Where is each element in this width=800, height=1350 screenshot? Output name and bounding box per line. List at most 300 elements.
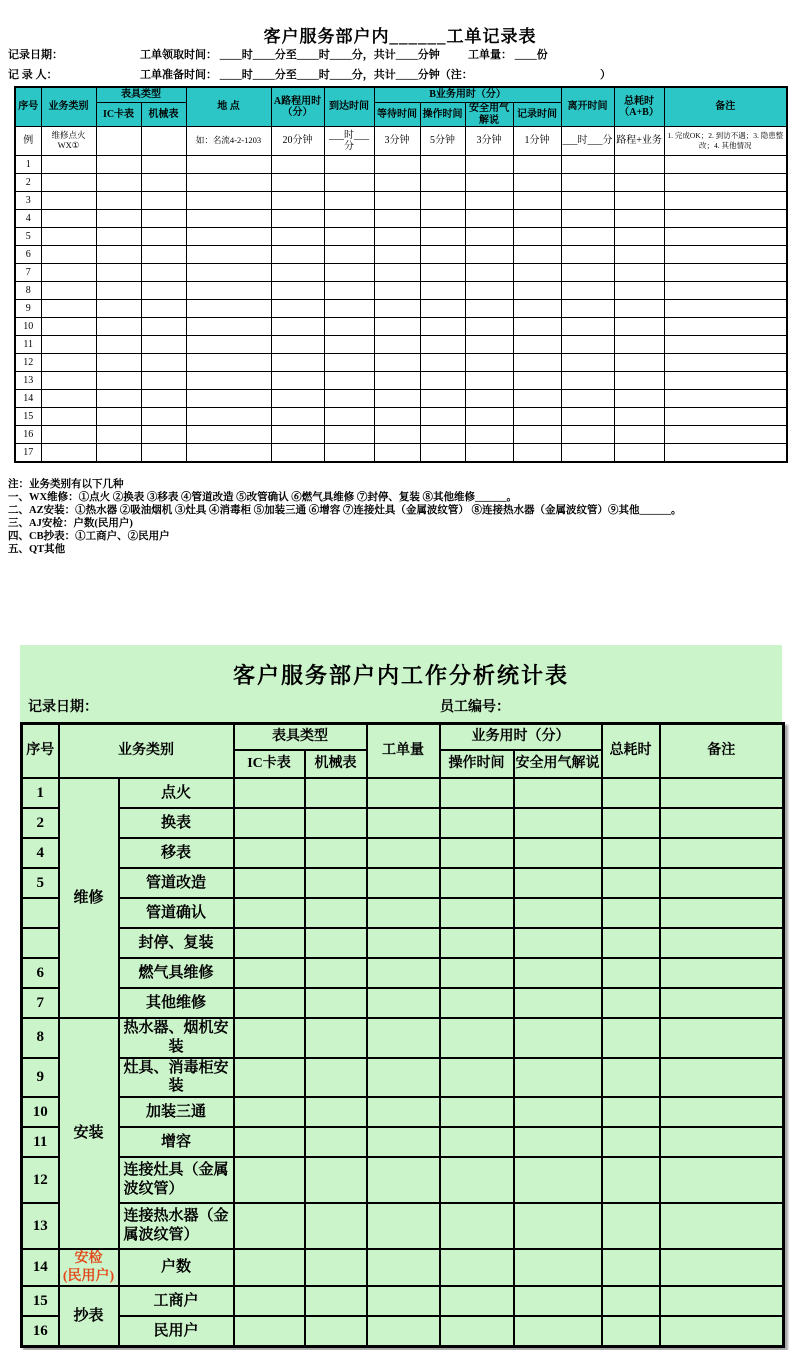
- record-empty-row: [15, 228, 787, 246]
- empty-cell: [96, 390, 141, 408]
- empty-cell: [374, 264, 420, 282]
- empty-cell: [614, 336, 664, 354]
- header-location: 地 点: [186, 87, 271, 127]
- category-group-cell: 抄表: [59, 1286, 119, 1347]
- empty-cell: [660, 838, 784, 868]
- record-empty-row: [15, 336, 787, 354]
- empty-cell: [186, 390, 271, 408]
- empty-cell: [664, 372, 787, 390]
- empty-cell: [234, 1127, 305, 1157]
- record-empty-row: [15, 390, 787, 408]
- empty-cell: [514, 988, 602, 1018]
- empty-cell: [513, 336, 561, 354]
- empty-cell: [324, 210, 374, 228]
- stats-header-row-1: [22, 724, 784, 751]
- empty-cell: [440, 868, 514, 898]
- empty-cell: [513, 390, 561, 408]
- business-item-cell: 户数: [119, 1249, 234, 1286]
- empty-cell: [664, 246, 787, 264]
- empty-cell: [561, 444, 614, 463]
- example-a-route: 20分钟: [271, 127, 324, 156]
- empty-cell: [602, 1127, 660, 1157]
- empty-cell: [514, 1286, 602, 1316]
- empty-cell: [420, 264, 465, 282]
- empty-cell: [514, 868, 602, 898]
- record-empty-row: [15, 354, 787, 372]
- header-wait-time: 等待时间: [374, 103, 420, 127]
- stats-row: [22, 1157, 784, 1203]
- empty-cell: [440, 988, 514, 1018]
- empty-cell: [367, 808, 440, 838]
- empty-cell: [305, 1127, 367, 1157]
- empty-cell: [374, 336, 420, 354]
- empty-cell: [561, 354, 614, 372]
- empty-cell: [305, 898, 367, 928]
- empty-cell: [96, 264, 141, 282]
- header-category: 业务类别: [41, 87, 96, 127]
- empty-cell: [305, 1018, 367, 1058]
- empty-cell: [41, 336, 96, 354]
- business-item-cell: 燃气具维修: [119, 958, 234, 988]
- empty-cell: [374, 426, 420, 444]
- row-number-cell: 2: [15, 174, 41, 192]
- empty-cell: [96, 300, 141, 318]
- row-number-cell: 15: [22, 1286, 59, 1316]
- category-group-cell: 安装: [59, 1018, 119, 1249]
- empty-cell: [660, 1316, 784, 1347]
- empty-cell: [440, 778, 514, 808]
- empty-cell: [367, 1316, 440, 1347]
- empty-cell: [305, 808, 367, 838]
- empty-cell: [514, 898, 602, 928]
- empty-cell: [660, 1018, 784, 1058]
- empty-cell: [374, 228, 420, 246]
- empty-cell: [440, 1203, 514, 1249]
- empty-cell: [234, 988, 305, 1018]
- empty-cell: [324, 282, 374, 300]
- record-empty-row: [15, 300, 787, 318]
- empty-cell: [374, 192, 420, 210]
- empty-cell: [420, 300, 465, 318]
- row-number-cell: 3: [15, 192, 41, 210]
- record-date-label: 记录日期：: [8, 49, 63, 61]
- empty-cell: [465, 210, 513, 228]
- stats-row: [22, 778, 784, 808]
- empty-cell: [271, 264, 324, 282]
- empty-cell: [305, 1286, 367, 1316]
- empty-cell: [324, 174, 374, 192]
- record-empty-row: [15, 246, 787, 264]
- stats-row: [22, 958, 784, 988]
- empty-cell: [41, 192, 96, 210]
- empty-cell: [271, 174, 324, 192]
- empty-cell: [420, 390, 465, 408]
- empty-cell: [96, 444, 141, 463]
- empty-cell: [561, 192, 614, 210]
- empty-cell: [141, 210, 186, 228]
- empty-cell: [513, 174, 561, 192]
- empty-cell: [41, 210, 96, 228]
- empty-cell: [324, 372, 374, 390]
- empty-cell: [374, 300, 420, 318]
- record-empty-row: [15, 192, 787, 210]
- empty-cell: [271, 318, 324, 336]
- empty-cell: [374, 390, 420, 408]
- empty-cell: [96, 426, 141, 444]
- record-empty-row: [15, 444, 787, 463]
- empty-cell: [367, 868, 440, 898]
- example-wait: 3分钟: [374, 127, 420, 156]
- row-number-cell: 15: [15, 408, 41, 426]
- empty-cell: [141, 354, 186, 372]
- empty-cell: [96, 228, 141, 246]
- empty-cell: [614, 210, 664, 228]
- empty-cell: [141, 246, 186, 264]
- empty-cell: [420, 210, 465, 228]
- note-line: 一、WX维修：①点火 ②换表 ③移表 ④管道改造 ⑤改管确认 ⑥燃气具维修 ⑦封停、复装 ⑧其他维修______。: [8, 492, 517, 503]
- empty-cell: [271, 336, 324, 354]
- empty-cell: [513, 210, 561, 228]
- empty-cell: [561, 318, 614, 336]
- example-safety: 3分钟: [465, 127, 513, 156]
- empty-cell: [614, 192, 664, 210]
- empty-cell: [96, 127, 141, 156]
- header-operate-time: 操作时间: [440, 750, 514, 778]
- empty-cell: [367, 838, 440, 868]
- business-item-cell: 灶具、消毒柜安装: [119, 1058, 234, 1098]
- empty-cell: [513, 192, 561, 210]
- empty-cell: [514, 1127, 602, 1157]
- empty-cell: [440, 1316, 514, 1347]
- empty-cell: [614, 444, 664, 463]
- empty-cell: [561, 210, 614, 228]
- empty-cell: [141, 192, 186, 210]
- empty-cell: [367, 1058, 440, 1098]
- row-number-cell: 1: [22, 778, 59, 808]
- empty-cell: [41, 228, 96, 246]
- empty-cell: [465, 426, 513, 444]
- empty-cell: [367, 1018, 440, 1058]
- empty-cell: [513, 300, 561, 318]
- empty-cell: [440, 958, 514, 988]
- empty-cell: [614, 174, 664, 192]
- empty-cell: [465, 390, 513, 408]
- record-empty-row: [15, 426, 787, 444]
- empty-cell: [305, 1097, 367, 1127]
- empty-cell: [664, 228, 787, 246]
- empty-cell: [514, 958, 602, 988]
- empty-cell: [141, 156, 186, 174]
- empty-cell: [374, 246, 420, 264]
- empty-cell: [367, 1157, 440, 1203]
- empty-cell: [465, 246, 513, 264]
- empty-cell: [271, 408, 324, 426]
- empty-cell: [324, 354, 374, 372]
- empty-cell: [271, 300, 324, 318]
- empty-cell: [614, 300, 664, 318]
- empty-cell: [465, 444, 513, 463]
- empty-cell: [367, 988, 440, 1018]
- empty-cell: [602, 808, 660, 838]
- business-item-cell: 加装三通: [119, 1097, 234, 1127]
- stats-record-date-label: 记录日期：: [28, 700, 98, 715]
- note-close-paren: ）: [600, 69, 611, 81]
- empty-cell: [41, 390, 96, 408]
- record-table-title: 客户服务部户内______工单记录表: [263, 27, 537, 46]
- empty-cell: [614, 390, 664, 408]
- empty-cell: [141, 426, 186, 444]
- empty-cell: [96, 318, 141, 336]
- empty-cell: [186, 372, 271, 390]
- empty-cell: [514, 1157, 602, 1203]
- empty-cell: [305, 1058, 367, 1098]
- row-number-cell: 13: [22, 1203, 59, 1249]
- empty-cell: [186, 174, 271, 192]
- empty-cell: [602, 1097, 660, 1127]
- empty-cell: [514, 1249, 602, 1286]
- empty-cell: [440, 1097, 514, 1127]
- business-item-cell: 连接灶具（金属波纹管）: [119, 1157, 234, 1203]
- empty-cell: [141, 390, 186, 408]
- row-number-cell: 16: [15, 426, 41, 444]
- example-location: 如：名流4-2-1203: [186, 127, 271, 156]
- empty-cell: [602, 958, 660, 988]
- empty-cell: [186, 336, 271, 354]
- recorder-label: 记 录 人：: [8, 69, 58, 81]
- example-total: 路程+业务: [614, 127, 664, 156]
- order-quantity-blank: 工单量： ____份: [468, 49, 548, 61]
- empty-cell: [602, 928, 660, 958]
- empty-cell: [234, 838, 305, 868]
- empty-cell: [602, 1203, 660, 1249]
- empty-cell: [305, 988, 367, 1018]
- stats-table: [20, 722, 785, 1348]
- business-item-cell: 管道改造: [119, 868, 234, 898]
- row-number-cell: 14: [22, 1249, 59, 1286]
- row-number-cell: 5: [22, 868, 59, 898]
- empty-cell: [141, 264, 186, 282]
- stats-row: [22, 838, 784, 868]
- empty-cell: [465, 336, 513, 354]
- empty-cell: [271, 228, 324, 246]
- empty-cell: [420, 336, 465, 354]
- row-number-cell: 11: [15, 336, 41, 354]
- header-arrive-time: 到达时间: [324, 87, 374, 127]
- empty-cell: [440, 898, 514, 928]
- empty-cell: [513, 444, 561, 463]
- header-seq: 序号: [15, 87, 41, 127]
- stats-row: [22, 1097, 784, 1127]
- empty-cell: [271, 390, 324, 408]
- empty-cell: [367, 1097, 440, 1127]
- empty-cell: [324, 264, 374, 282]
- empty-cell: [440, 928, 514, 958]
- empty-cell: [440, 1018, 514, 1058]
- empty-cell: [614, 372, 664, 390]
- prepare-time-blank: 工单准备时间： ____时____分至____时____分，共计____分钟（注：: [140, 69, 473, 81]
- empty-cell: [420, 444, 465, 463]
- empty-cell: [305, 838, 367, 868]
- row-number-cell: 17: [15, 444, 41, 463]
- empty-cell: [514, 808, 602, 838]
- empty-cell: [660, 778, 784, 808]
- empty-cell: [234, 1203, 305, 1249]
- empty-cell: [561, 246, 614, 264]
- empty-cell: [41, 408, 96, 426]
- empty-cell: [96, 372, 141, 390]
- empty-cell: [514, 838, 602, 868]
- empty-cell: [41, 354, 96, 372]
- empty-cell: [664, 444, 787, 463]
- empty-cell: [440, 1286, 514, 1316]
- empty-cell: [96, 282, 141, 300]
- empty-cell: [324, 426, 374, 444]
- empty-cell: [660, 868, 784, 898]
- empty-cell: [324, 444, 374, 463]
- empty-cell: [305, 1157, 367, 1203]
- row-number-cell: 2: [22, 808, 59, 838]
- empty-cell: [465, 354, 513, 372]
- empty-cell: [614, 228, 664, 246]
- stats-row: [22, 1058, 784, 1098]
- empty-cell: [420, 354, 465, 372]
- empty-cell: [602, 778, 660, 808]
- empty-cell: [367, 958, 440, 988]
- example-row: [15, 127, 787, 156]
- empty-cell: [374, 210, 420, 228]
- row-number-cell: 5: [15, 228, 41, 246]
- empty-cell: [234, 958, 305, 988]
- empty-cell: [141, 282, 186, 300]
- empty-cell: [561, 156, 614, 174]
- empty-cell: [664, 192, 787, 210]
- stats-table-title: 客户服务部户内工作分析统计表: [232, 663, 569, 688]
- header-meter-type: 表具类型: [234, 724, 367, 751]
- empty-cell: [440, 838, 514, 868]
- empty-cell: [96, 336, 141, 354]
- empty-cell: [186, 156, 271, 174]
- empty-cell: [561, 390, 614, 408]
- empty-cell: [271, 246, 324, 264]
- empty-cell: [41, 318, 96, 336]
- header-record-time: 记录时间: [513, 103, 561, 127]
- empty-cell: [664, 318, 787, 336]
- stats-row: [22, 1203, 784, 1249]
- empty-cell: [186, 408, 271, 426]
- header-remark: 备注: [660, 724, 784, 779]
- empty-cell: [324, 192, 374, 210]
- header-ic-card: IC卡表: [96, 103, 141, 127]
- category-notes: [8, 478, 788, 556]
- empty-cell: [561, 282, 614, 300]
- empty-cell: [367, 778, 440, 808]
- stats-row: [22, 1127, 784, 1157]
- empty-cell: [367, 1203, 440, 1249]
- empty-cell: [440, 1058, 514, 1098]
- empty-cell: [324, 228, 374, 246]
- empty-cell: [660, 1249, 784, 1286]
- empty-cell: [602, 868, 660, 898]
- stats-row: [22, 808, 784, 838]
- business-item-cell: 工商户: [119, 1286, 234, 1316]
- empty-cell: [141, 444, 186, 463]
- empty-cell: [660, 1203, 784, 1249]
- empty-cell: [660, 1286, 784, 1316]
- empty-cell: [141, 300, 186, 318]
- empty-cell: [465, 318, 513, 336]
- empty-cell: [514, 928, 602, 958]
- empty-cell: [660, 1127, 784, 1157]
- record-empty-row: [15, 282, 787, 300]
- empty-cell: [602, 1157, 660, 1203]
- empty-cell: [602, 1316, 660, 1347]
- header-remark: 备注: [664, 87, 787, 127]
- business-item-cell: 移表: [119, 838, 234, 868]
- empty-cell: [234, 928, 305, 958]
- empty-cell: [186, 210, 271, 228]
- empty-cell: [374, 354, 420, 372]
- empty-cell: [234, 1018, 305, 1058]
- empty-cell: [324, 318, 374, 336]
- empty-cell: [561, 336, 614, 354]
- stats-row: [22, 1316, 784, 1347]
- empty-cell: [186, 318, 271, 336]
- business-item-cell: 连接热水器（金属波纹管）: [119, 1203, 234, 1249]
- empty-cell: [420, 282, 465, 300]
- note-line: 注：业务类别有以下几种: [8, 479, 124, 490]
- empty-cell: [41, 300, 96, 318]
- empty-cell: [465, 156, 513, 174]
- empty-cell: [664, 408, 787, 426]
- empty-cell: [41, 282, 96, 300]
- header-total-time: 总耗时（A+B）: [614, 87, 664, 127]
- header-order-qty: 工单量: [367, 724, 440, 779]
- empty-cell: [96, 174, 141, 192]
- stats-row: [22, 988, 784, 1018]
- empty-cell: [513, 318, 561, 336]
- empty-cell: [96, 210, 141, 228]
- category-group-cell: 安检 (民用户): [59, 1249, 119, 1286]
- example-seq: 例: [15, 127, 41, 156]
- empty-cell: [324, 390, 374, 408]
- stats-row: [22, 868, 784, 898]
- header-a-route: A路程用时（分）: [271, 87, 324, 127]
- empty-cell: [561, 174, 614, 192]
- record-empty-row: [15, 174, 787, 192]
- empty-cell: [513, 408, 561, 426]
- empty-cell: [324, 408, 374, 426]
- row-number-cell: 12: [22, 1157, 59, 1203]
- empty-cell: [513, 282, 561, 300]
- empty-cell: [141, 174, 186, 192]
- empty-cell: [234, 868, 305, 898]
- empty-cell: [367, 1286, 440, 1316]
- row-number-cell: 10: [15, 318, 41, 336]
- empty-cell: [514, 1203, 602, 1249]
- empty-cell: [440, 1249, 514, 1286]
- empty-cell: [420, 246, 465, 264]
- empty-cell: [374, 318, 420, 336]
- business-item-cell: 其他维修: [119, 988, 234, 1018]
- empty-cell: [234, 1097, 305, 1127]
- header-ic-card: IC卡表: [234, 750, 305, 778]
- stats-row: [22, 1286, 784, 1316]
- empty-cell: [234, 1249, 305, 1286]
- empty-cell: [271, 354, 324, 372]
- empty-cell: [186, 192, 271, 210]
- stats-row: [22, 1249, 784, 1286]
- empty-cell: [186, 228, 271, 246]
